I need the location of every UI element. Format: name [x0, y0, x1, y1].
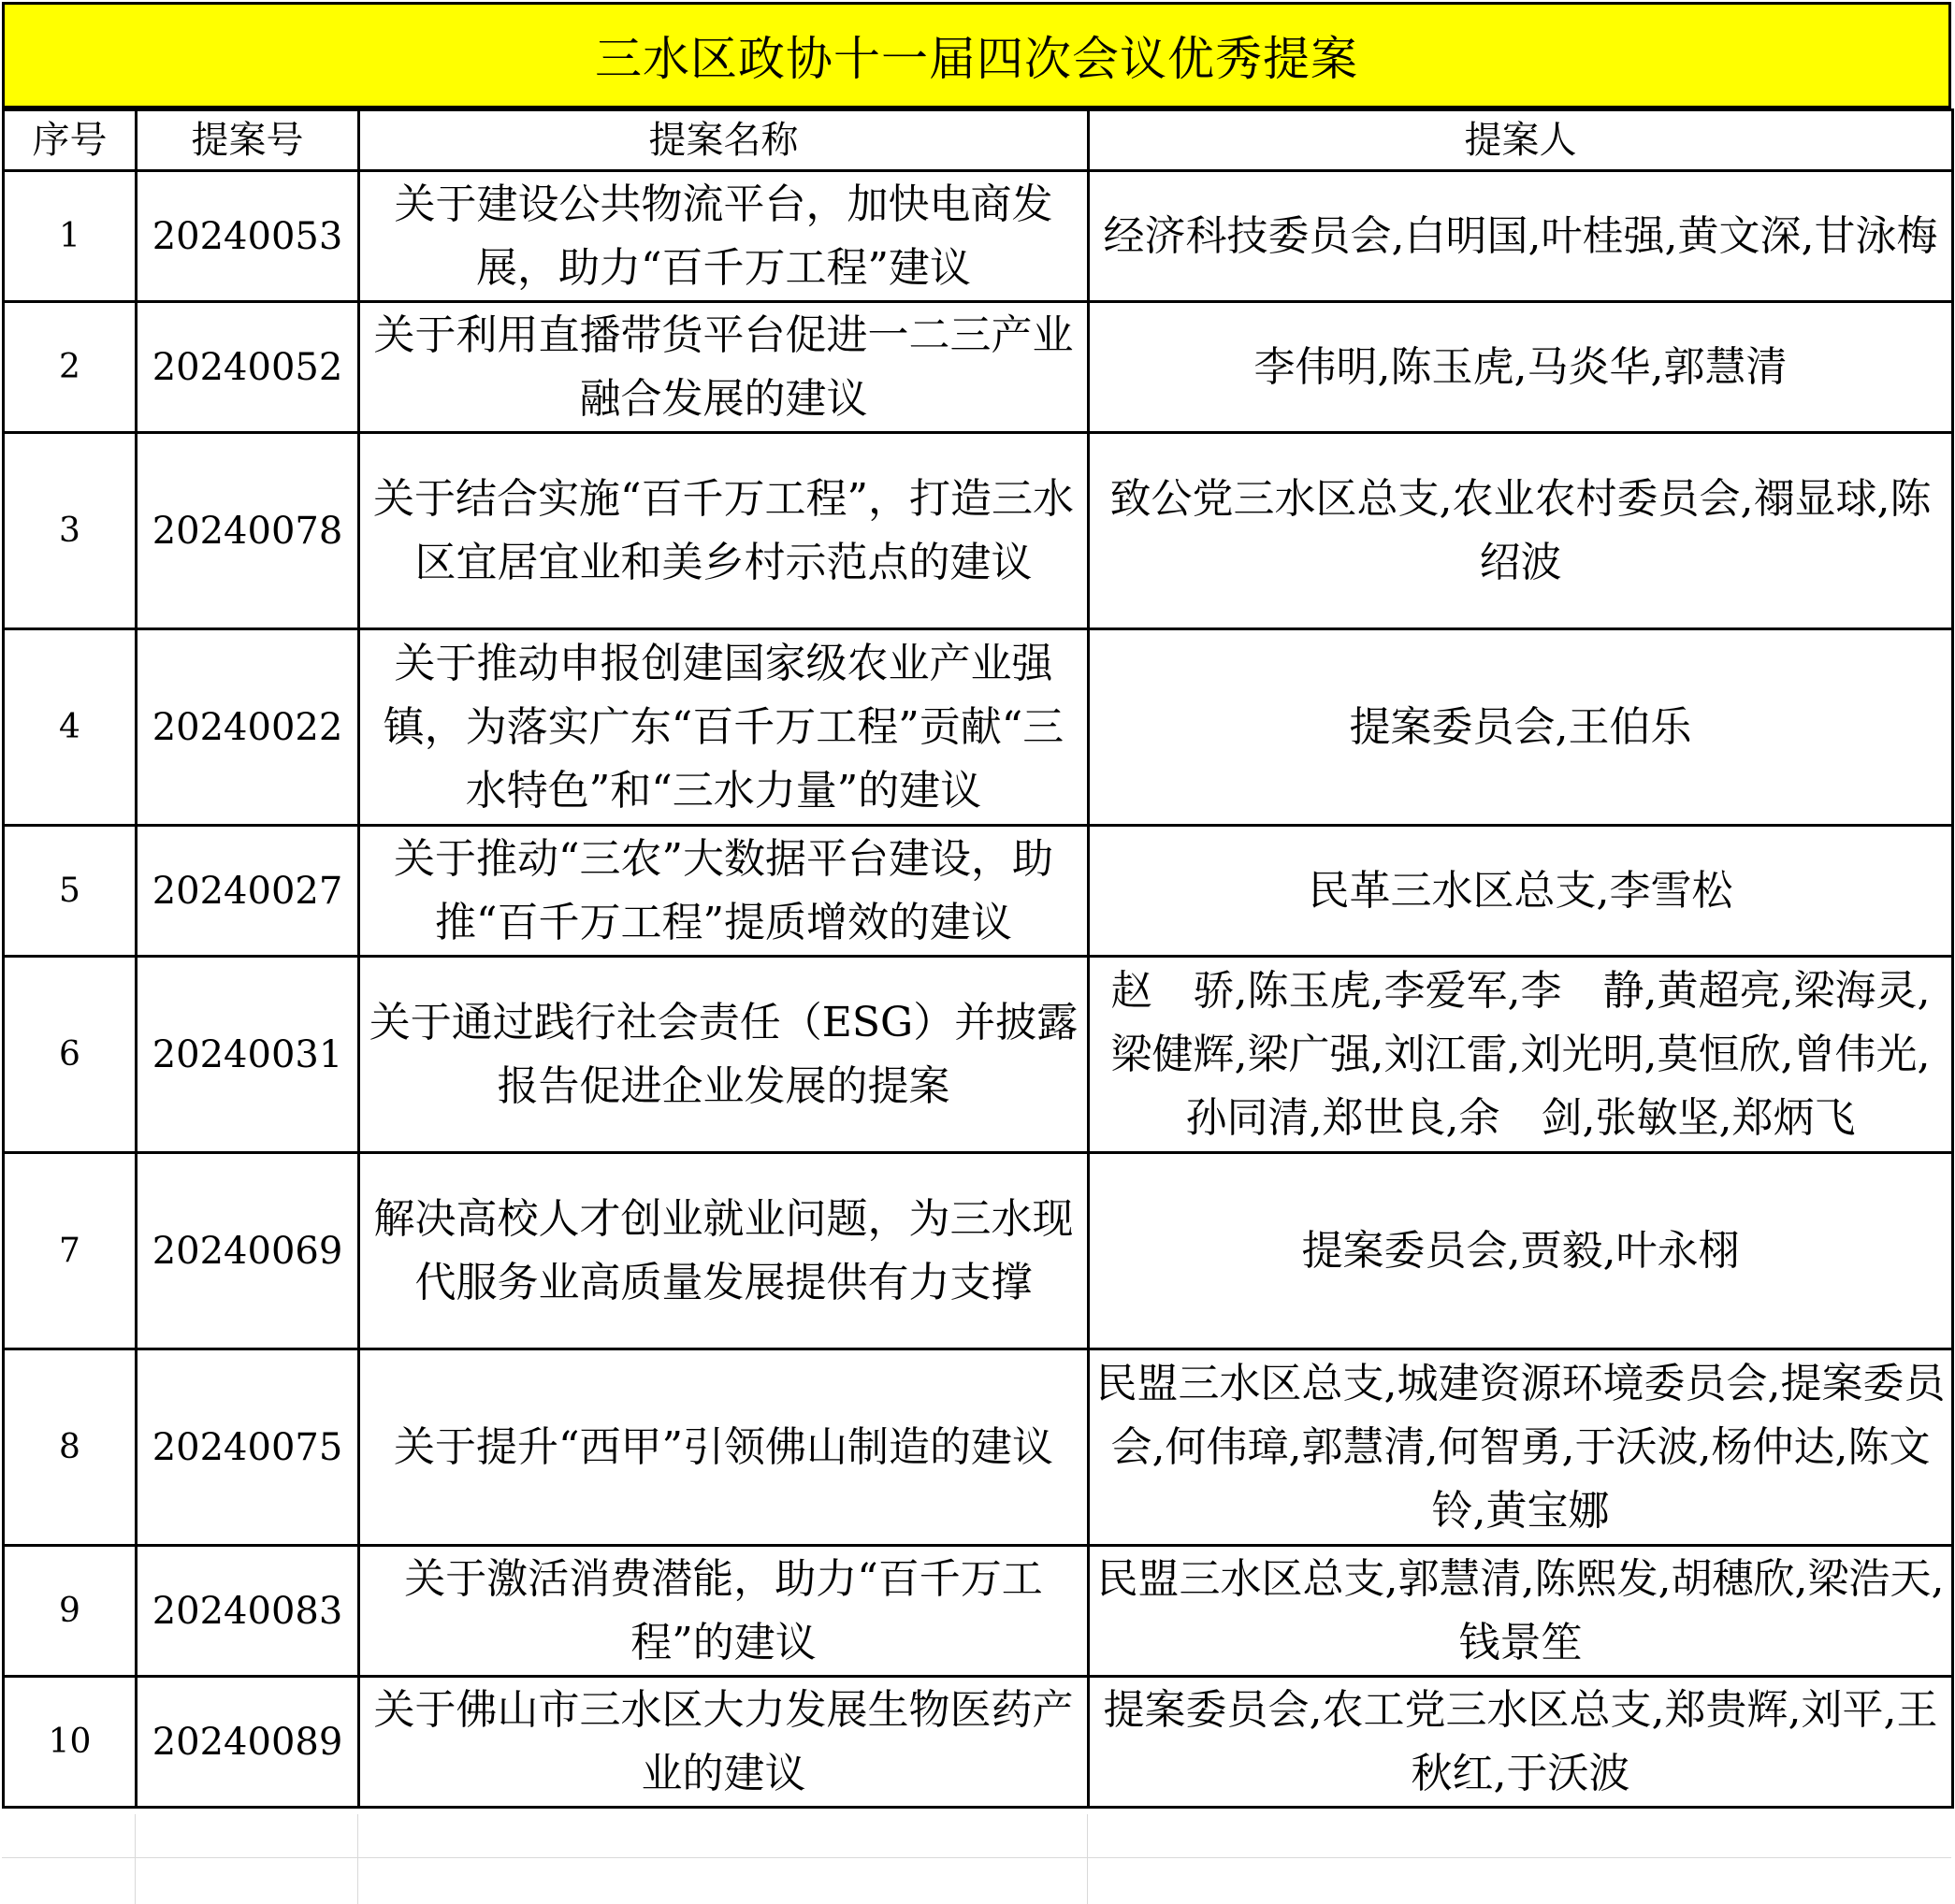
cell-name: 关于佛山市三水区大力发展生物医药产业的建议	[359, 1677, 1089, 1808]
cell-no: 6	[4, 957, 137, 1153]
sheet-title: 三水区政协十一届四次会议优秀提案	[2, 2, 1951, 108]
cell-no: 7	[4, 1153, 137, 1349]
header-no: 序号	[4, 110, 137, 171]
cell-id: 20240027	[137, 826, 359, 957]
cell-id: 20240022	[137, 629, 359, 826]
cell-no: 1	[4, 171, 137, 302]
cell-author: 李伟明,陈玉虎,马炎华,郭慧清	[1089, 302, 1953, 433]
cell-id: 20240083	[137, 1546, 359, 1677]
table-row	[4, 826, 1953, 957]
cell-no: 3	[4, 433, 137, 629]
cell-author: 赵 骄,陈玉虎,李爱军,李 静,黄超亮,梁海灵,梁健辉,梁广强,刘江雷,刘光明,莫恒欣,曾伟光,孙同清,郑世良,余 剑,张敏坚,郑炳飞	[1089, 957, 1953, 1153]
gridline	[357, 1814, 358, 1904]
cell-name: 关于利用直播带货平台促进一二三产业融合发展的建议	[359, 302, 1089, 433]
table-row	[4, 957, 1953, 1153]
table-row	[4, 1349, 1953, 1546]
cell-no: 8	[4, 1349, 137, 1546]
cell-no: 9	[4, 1546, 137, 1677]
cell-no: 4	[4, 629, 137, 826]
gridline	[135, 1814, 136, 1904]
cell-name: 关于建设公共物流平台，加快电商发展，助力“百千万工程”建议	[359, 171, 1089, 302]
header-name: 提案名称	[359, 110, 1089, 171]
cell-name: 关于结合实施“百千万工程”，打造三水区宜居宜业和美乡村示范点的建议	[359, 433, 1089, 629]
gridline	[1087, 1814, 1088, 1904]
table-row	[4, 1153, 1953, 1349]
empty-cells-area	[2, 1814, 1951, 1904]
cell-author: 民革三水区总支,李雪松	[1089, 826, 1953, 957]
cell-author: 民盟三水区总支,城建资源环境委员会,提案委员会,何伟璋,郭慧清,何智勇,于沃波,杨仲达,陈文铃,黄宝娜	[1089, 1349, 1953, 1546]
table-row	[4, 1677, 1953, 1808]
table-row	[4, 302, 1953, 433]
cell-no: 10	[4, 1677, 137, 1808]
cell-author: 提案委员会,贾毅,叶永栩	[1089, 1153, 1953, 1349]
cell-author: 提案委员会,农工党三水区总支,郑贵辉,刘平,王秋红,于沃波	[1089, 1677, 1953, 1808]
header-id: 提案号	[137, 110, 359, 171]
cell-author: 经济科技委员会,白明国,叶桂强,黄文深,甘泳梅	[1089, 171, 1953, 302]
cell-id: 20240069	[137, 1153, 359, 1349]
cell-name: 关于提升“西甲”引领佛山制造的建议	[359, 1349, 1089, 1546]
cell-author: 民盟三水区总支,郭慧清,陈熙发,胡穗欣,梁浩天,钱景笙	[1089, 1546, 1953, 1677]
cell-id: 20240089	[137, 1677, 359, 1808]
cell-name: 关于激活消费潜能，助力“百千万工程”的建议	[359, 1546, 1089, 1677]
cell-no: 2	[4, 302, 137, 433]
table-row	[4, 433, 1953, 629]
header-row	[4, 110, 1953, 171]
cell-id: 20240053	[137, 171, 359, 302]
header-author: 提案人	[1089, 110, 1953, 171]
table-row	[4, 1546, 1953, 1677]
cell-id: 20240031	[137, 957, 359, 1153]
cell-no: 5	[4, 826, 137, 957]
cell-id: 20240078	[137, 433, 359, 629]
cell-name: 关于推动申报创建国家级农业产业强镇，为落实广东“百千万工程”贡献“三水特色”和“三水力量”的建议	[359, 629, 1089, 826]
proposal-table	[2, 108, 1954, 1809]
cell-id: 20240052	[137, 302, 359, 433]
cell-name: 解决高校人才创业就业问题，为三水现代服务业高质量发展提供有力支撑	[359, 1153, 1089, 1349]
cell-id: 20240075	[137, 1349, 359, 1546]
cell-name: 关于推动“三农”大数据平台建设，助推“百千万工程”提质增效的建议	[359, 826, 1089, 957]
table-row	[4, 629, 1953, 826]
cell-name: 关于通过践行社会责任（ESG）并披露报告促进企业发展的提案	[359, 957, 1089, 1153]
cell-author: 提案委员会,王伯乐	[1089, 629, 1953, 826]
gridline	[2, 1857, 1951, 1858]
cell-author: 致公党三水区总支,农业农村委员会,禤显球,陈绍波	[1089, 433, 1953, 629]
table-row	[4, 171, 1953, 302]
